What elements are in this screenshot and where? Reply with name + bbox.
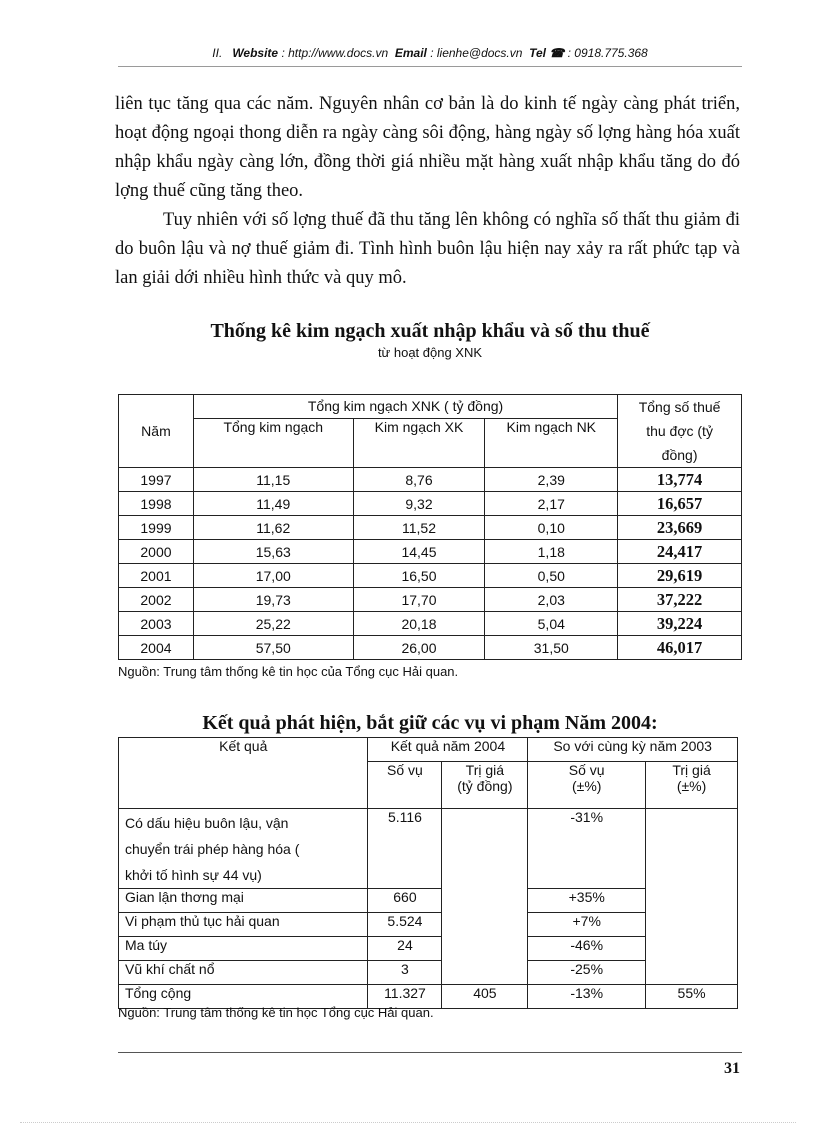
cell-total: 11,15 <box>193 468 353 492</box>
header-value <box>442 762 528 809</box>
header-value-change <box>646 762 738 809</box>
cell-total: 17,00 <box>193 564 353 588</box>
body-text <box>115 90 740 293</box>
header-group-trade: Tổng kim ngạch XNK ( tỷ đồng) <box>193 395 617 419</box>
website-label: Website <box>232 46 279 60</box>
header-tax-line2: thu đợc (tỷ <box>646 423 713 439</box>
table-row <box>119 588 742 612</box>
cell-total-value: 405 <box>442 985 528 1009</box>
cell-import: 2,17 <box>485 492 618 516</box>
cell-total-label: Tổng cộng <box>119 985 368 1009</box>
cell-year: 2002 <box>119 588 194 612</box>
cell-total: 11,62 <box>193 516 353 540</box>
header-tax-line1: Tổng số thuế <box>638 399 721 415</box>
cell-result-label: Vũ khí chất nổ <box>119 961 368 985</box>
table-row <box>119 492 742 516</box>
tel-label: Tel ☎ <box>529 46 565 60</box>
cell-tax: 29,619 <box>618 564 742 588</box>
cell-import: 0,10 <box>485 516 618 540</box>
cell-year: 2001 <box>119 564 194 588</box>
cell-total-value-change: 55% <box>646 985 738 1009</box>
cell-year: 1997 <box>119 468 194 492</box>
cell-change: +7% <box>528 913 646 937</box>
cell-import: 5,04 <box>485 612 618 636</box>
cell-change: -46% <box>528 937 646 961</box>
cell-export: 17,70 <box>353 588 485 612</box>
cell-result-label: Vi phạm thủ tục hải quan <box>119 913 368 937</box>
table-row <box>119 913 738 937</box>
cell-tax: 13,774 <box>618 468 742 492</box>
email-value[interactable]: : lienhe@docs.vn <box>430 46 523 60</box>
cell-total-cases: 11.327 <box>368 985 442 1009</box>
cell-export: 8,76 <box>353 468 485 492</box>
header-cases-change-line1: Số vụ <box>568 762 605 778</box>
paragraph-2: Tuy nhiên với số lợng thuế đã thu tăng lên không có nghĩa số thất thu giảm đi do buôn lậu và nợ thuế giảm đi. Tình hình buôn lậu hiện nay xảy ra rất phức tạp và lan giải dới nhiều hình thức và quy mô. <box>115 210 740 288</box>
label-line1: Có dấu hiệu buôn lậu, vận <box>125 815 289 831</box>
violations-table <box>118 737 738 1009</box>
cell-result-label: Ma túy <box>119 937 368 961</box>
footer-divider <box>118 1052 742 1053</box>
page-header <box>118 46 742 60</box>
header-divider <box>118 66 742 67</box>
header-group-2003: So với cùng kỳ năm 2003 <box>528 738 738 762</box>
header-total: Tổng kim ngạch <box>193 418 353 467</box>
table-row <box>119 564 742 588</box>
cell-import: 2,39 <box>485 468 618 492</box>
header-import: Kim ngạch NK <box>485 418 618 467</box>
cell-export: 26,00 <box>353 636 485 660</box>
cell-tax: 37,222 <box>618 588 742 612</box>
cell-cases: 5.116 <box>368 809 442 889</box>
cell-export: 9,32 <box>353 492 485 516</box>
table2-title: Kết quả phát hiện, bắt giữ các vụ vi phạm Năm 2004: <box>202 712 658 734</box>
cell-total: 25,22 <box>193 612 353 636</box>
label-line2: chuyển trái phép hàng hóa ( <box>125 841 300 857</box>
cell-tax: 46,017 <box>618 636 742 660</box>
cell-year: 2000 <box>119 540 194 564</box>
trade-tax-table <box>118 394 742 660</box>
page-number: 31 <box>724 1060 740 1077</box>
table-row <box>119 612 742 636</box>
cell-import: 2,03 <box>485 588 618 612</box>
cell-cases: 5.524 <box>368 913 442 937</box>
table1-source: Nguồn: Trung tâm thống kê tin học của Tổng cục Hải quan. <box>118 664 459 679</box>
table-row <box>119 809 738 889</box>
cell-total: 11,49 <box>193 492 353 516</box>
table-row <box>119 961 738 985</box>
header-group-2004: Kết quả năm 2004 <box>368 738 528 762</box>
website-value[interactable]: : http://www.docs.vn <box>281 46 389 60</box>
cell-import: 0,50 <box>485 564 618 588</box>
header-year: Năm <box>119 395 194 468</box>
header-tax-line3: đồng) <box>661 447 698 463</box>
cell-tax: 24,417 <box>618 540 742 564</box>
email-label: Email <box>394 46 427 60</box>
cell-export: 14,45 <box>353 540 485 564</box>
cell-value-change-empty <box>646 809 738 985</box>
cell-total: 57,50 <box>193 636 353 660</box>
cell-import: 31,50 <box>485 636 618 660</box>
cell-tax: 16,657 <box>618 492 742 516</box>
cell-change: -25% <box>528 961 646 985</box>
table-row <box>119 636 742 660</box>
header-cases: Số vụ <box>368 762 442 809</box>
header-export: Kim ngạch XK <box>353 418 485 467</box>
cell-import: 1,18 <box>485 540 618 564</box>
header-cases-change-line2: (±%) <box>571 778 602 794</box>
table-row <box>119 889 738 913</box>
header-value-line1: Trị giá <box>465 762 505 778</box>
cell-year: 2003 <box>119 612 194 636</box>
header-tax <box>618 395 742 468</box>
cell-change: +35% <box>528 889 646 913</box>
cell-export: 16,50 <box>353 564 485 588</box>
cell-tax: 39,224 <box>618 612 742 636</box>
paragraph-1: liên tục tăng qua các năm. Nguyên nhân cơ bản là do kinh tế ngày càng phát triển, hoạt động ngoại thong diễn ra ngày càng sôi động, hàng ngày số lợng hàng hóa xuất nhập khẩu ngày càng lớn, đồng thời giá nhiều mặt hàng xuất nhập khẩu tăng do đó lợng thuế cũng tăng theo. <box>115 94 740 201</box>
cell-export: 11,52 <box>353 516 485 540</box>
table-row <box>119 540 742 564</box>
cell-total-change: -13% <box>528 985 646 1009</box>
cell-cases: 660 <box>368 889 442 913</box>
header-value-change-line1: Trị giá <box>672 762 711 778</box>
cell-result-label: Gian lận thơng mại <box>119 889 368 913</box>
cell-result-label <box>119 809 368 889</box>
table-row <box>119 468 742 492</box>
table-row <box>119 516 742 540</box>
table1-title: Thống kê kim ngạch xuất nhập khẩu và số thu thuế <box>210 320 650 342</box>
table2-source: Nguồn: Trung tâm thống kê tin học Tổng cục Hải quan. <box>118 1005 434 1020</box>
cell-year: 1998 <box>119 492 194 516</box>
table1-subtitle: từ hoạt động XNK <box>377 345 483 360</box>
header-result: Kết quả <box>119 738 368 809</box>
label-line3: khởi tố hình sự 44 vụ) <box>125 867 262 883</box>
cell-total: 19,73 <box>193 588 353 612</box>
tel-value: : 0918.775.368 <box>567 46 648 60</box>
cell-year: 1999 <box>119 516 194 540</box>
cell-cases: 24 <box>368 937 442 961</box>
header-value-line2: (tỷ đồng) <box>457 778 513 794</box>
header-prefix: II. <box>212 46 223 60</box>
cell-cases: 3 <box>368 961 442 985</box>
cell-export: 20,18 <box>353 612 485 636</box>
cell-tax: 23,669 <box>618 516 742 540</box>
header-value-change-line2: (±%) <box>676 778 707 794</box>
header-cases-change <box>528 762 646 809</box>
table-row <box>119 937 738 961</box>
cell-change: -31% <box>528 809 646 889</box>
cell-year: 2004 <box>119 636 194 660</box>
cell-total: 15,63 <box>193 540 353 564</box>
cell-value-empty <box>442 809 528 985</box>
